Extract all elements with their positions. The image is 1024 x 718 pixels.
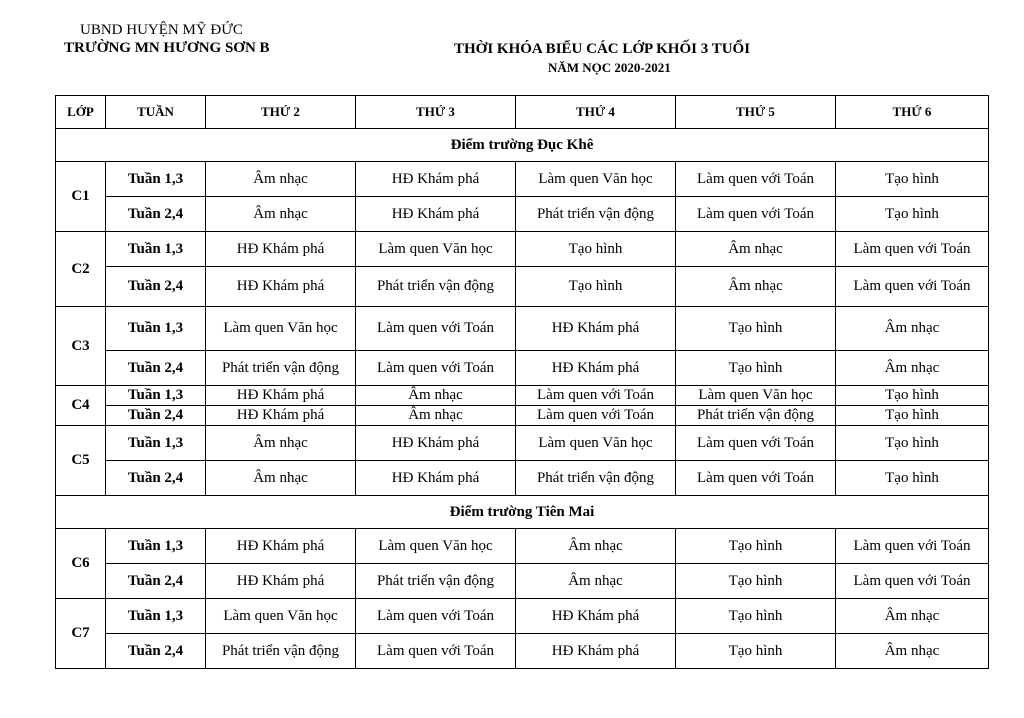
cell-friday: Tạo hình [836, 406, 989, 426]
timetable [55, 95, 989, 669]
cell-wednesday: HĐ Khám phá [516, 307, 676, 351]
table-row [56, 386, 989, 406]
cell-tuesday: Âm nhạc [356, 386, 516, 406]
table-row [56, 232, 989, 267]
section-title: Điểm trường Đục Khê [56, 129, 989, 162]
table-row [56, 461, 989, 496]
timetable-body [56, 129, 989, 669]
week-label: Tuần 1,3 [106, 386, 206, 406]
class-name: C1 [56, 162, 106, 232]
government-name: UBND HUYỆN MỸ ĐỨC [80, 22, 243, 38]
cell-thursday: Phát triển vận động [676, 406, 836, 426]
cell-friday: Tạo hình [836, 386, 989, 406]
section-title: Điểm trường Tiên Mai [56, 496, 989, 529]
cell-friday: Làm quen với Toán [836, 267, 989, 307]
week-label: Tuần 2,4 [106, 197, 206, 232]
cell-friday: Tạo hình [836, 162, 989, 197]
cell-monday: Âm nhạc [206, 197, 356, 232]
table-row [56, 529, 989, 564]
cell-wednesday: Làm quen với Toán [516, 406, 676, 426]
cell-wednesday: Phát triển vận động [516, 461, 676, 496]
cell-wednesday: Âm nhạc [516, 564, 676, 599]
table-row [56, 634, 989, 669]
cell-tuesday: Âm nhạc [356, 406, 516, 426]
cell-tuesday: HĐ Khám phá [356, 197, 516, 232]
cell-thursday: Tạo hình [676, 307, 836, 351]
week-label: Tuần 1,3 [106, 232, 206, 267]
section-row [56, 496, 989, 529]
cell-wednesday: Âm nhạc [516, 529, 676, 564]
week-label: Tuần 1,3 [106, 162, 206, 197]
section-row [56, 129, 989, 162]
cell-monday: Phát triển vận động [206, 351, 356, 386]
cell-thursday: Làm quen với Toán [676, 162, 836, 197]
cell-monday: HĐ Khám phá [206, 232, 356, 267]
column-header-week: TUẦN [106, 96, 206, 129]
column-header-tuesday: THỨ 3 [356, 96, 516, 129]
cell-thursday: Tạo hình [676, 634, 836, 669]
class-name: C6 [56, 529, 106, 599]
school-name: TRƯỜNG MN HƯƠNG SƠN B [64, 40, 270, 56]
class-name: C4 [56, 386, 106, 426]
week-label: Tuần 2,4 [106, 461, 206, 496]
cell-friday: Âm nhạc [836, 599, 989, 634]
table-row [56, 307, 989, 351]
cell-tuesday: Làm quen Văn học [356, 529, 516, 564]
school-year: NĂM NỌC 2020-2021 [548, 60, 671, 75]
cell-wednesday: Phát triển vận động [516, 197, 676, 232]
cell-thursday: Làm quen với Toán [676, 197, 836, 232]
cell-tuesday: HĐ Khám phá [356, 162, 516, 197]
week-label: Tuần 1,3 [106, 426, 206, 461]
cell-monday: HĐ Khám phá [206, 267, 356, 307]
cell-monday: Làm quen Văn học [206, 599, 356, 634]
cell-tuesday: Làm quen với Toán [356, 599, 516, 634]
week-label: Tuần 2,4 [106, 406, 206, 426]
cell-thursday: Âm nhạc [676, 267, 836, 307]
cell-tuesday: Làm quen với Toán [356, 351, 516, 386]
column-header-monday: THỨ 2 [206, 96, 356, 129]
cell-tuesday: Làm quen Văn học [356, 232, 516, 267]
cell-friday: Âm nhạc [836, 634, 989, 669]
cell-thursday: Làm quen với Toán [676, 426, 836, 461]
cell-monday: Phát triển vận động [206, 634, 356, 669]
week-label: Tuần 1,3 [106, 307, 206, 351]
cell-tuesday: HĐ Khám phá [356, 461, 516, 496]
cell-tuesday: Phát triển vận động [356, 564, 516, 599]
table-row [56, 351, 989, 386]
cell-wednesday: Làm quen với Toán [516, 386, 676, 406]
table-row [56, 564, 989, 599]
cell-monday: Âm nhạc [206, 162, 356, 197]
cell-monday: HĐ Khám phá [206, 406, 356, 426]
column-header-friday: THỨ 6 [836, 96, 989, 129]
cell-tuesday: HĐ Khám phá [356, 426, 516, 461]
table-row [56, 267, 989, 307]
week-label: Tuần 1,3 [106, 529, 206, 564]
week-label: Tuần 1,3 [106, 599, 206, 634]
cell-monday: Âm nhạc [206, 461, 356, 496]
table-row [56, 197, 989, 232]
cell-friday: Làm quen với Toán [836, 564, 989, 599]
cell-monday: HĐ Khám phá [206, 564, 356, 599]
cell-tuesday: Làm quen với Toán [356, 307, 516, 351]
cell-friday: Âm nhạc [836, 307, 989, 351]
week-label: Tuần 2,4 [106, 564, 206, 599]
class-name: C5 [56, 426, 106, 496]
table-row [56, 406, 989, 426]
cell-friday: Làm quen với Toán [836, 232, 989, 267]
cell-wednesday: Tạo hình [516, 232, 676, 267]
cell-thursday: Làm quen Văn học [676, 386, 836, 406]
cell-monday: Làm quen Văn học [206, 307, 356, 351]
cell-tuesday: Phát triển vận động [356, 267, 516, 307]
column-header-thursday: THỨ 5 [676, 96, 836, 129]
header-row [56, 96, 989, 129]
cell-wednesday: HĐ Khám phá [516, 634, 676, 669]
table-row [56, 599, 989, 634]
cell-wednesday: Làm quen Văn học [516, 426, 676, 461]
cell-thursday: Làm quen với Toán [676, 461, 836, 496]
cell-thursday: Tạo hình [676, 564, 836, 599]
table-row [56, 426, 989, 461]
class-name: C3 [56, 307, 106, 386]
class-name: C7 [56, 599, 106, 669]
week-label: Tuần 2,4 [106, 351, 206, 386]
cell-thursday: Tạo hình [676, 599, 836, 634]
cell-thursday: Tạo hình [676, 529, 836, 564]
cell-friday: Tạo hình [836, 197, 989, 232]
cell-monday: HĐ Khám phá [206, 386, 356, 406]
cell-wednesday: Làm quen Văn học [516, 162, 676, 197]
column-header-class: LỚP [56, 96, 106, 129]
cell-tuesday: Làm quen với Toán [356, 634, 516, 669]
week-label: Tuần 2,4 [106, 634, 206, 669]
week-label: Tuần 2,4 [106, 267, 206, 307]
cell-wednesday: Tạo hình [516, 267, 676, 307]
cell-thursday: Tạo hình [676, 351, 836, 386]
cell-monday: Âm nhạc [206, 426, 356, 461]
cell-friday: Âm nhạc [836, 351, 989, 386]
document-title: THỜI KHÓA BIỂU CÁC LỚP KHỐI 3 TUỔI [454, 41, 751, 57]
cell-thursday: Âm nhạc [676, 232, 836, 267]
cell-wednesday: HĐ Khám phá [516, 599, 676, 634]
cell-wednesday: HĐ Khám phá [516, 351, 676, 386]
class-name: C2 [56, 232, 106, 307]
cell-friday: Làm quen với Toán [836, 529, 989, 564]
column-header-wednesday: THỨ 4 [516, 96, 676, 129]
table-row [56, 162, 989, 197]
cell-friday: Tạo hình [836, 426, 989, 461]
cell-friday: Tạo hình [836, 461, 989, 496]
cell-monday: HĐ Khám phá [206, 529, 356, 564]
